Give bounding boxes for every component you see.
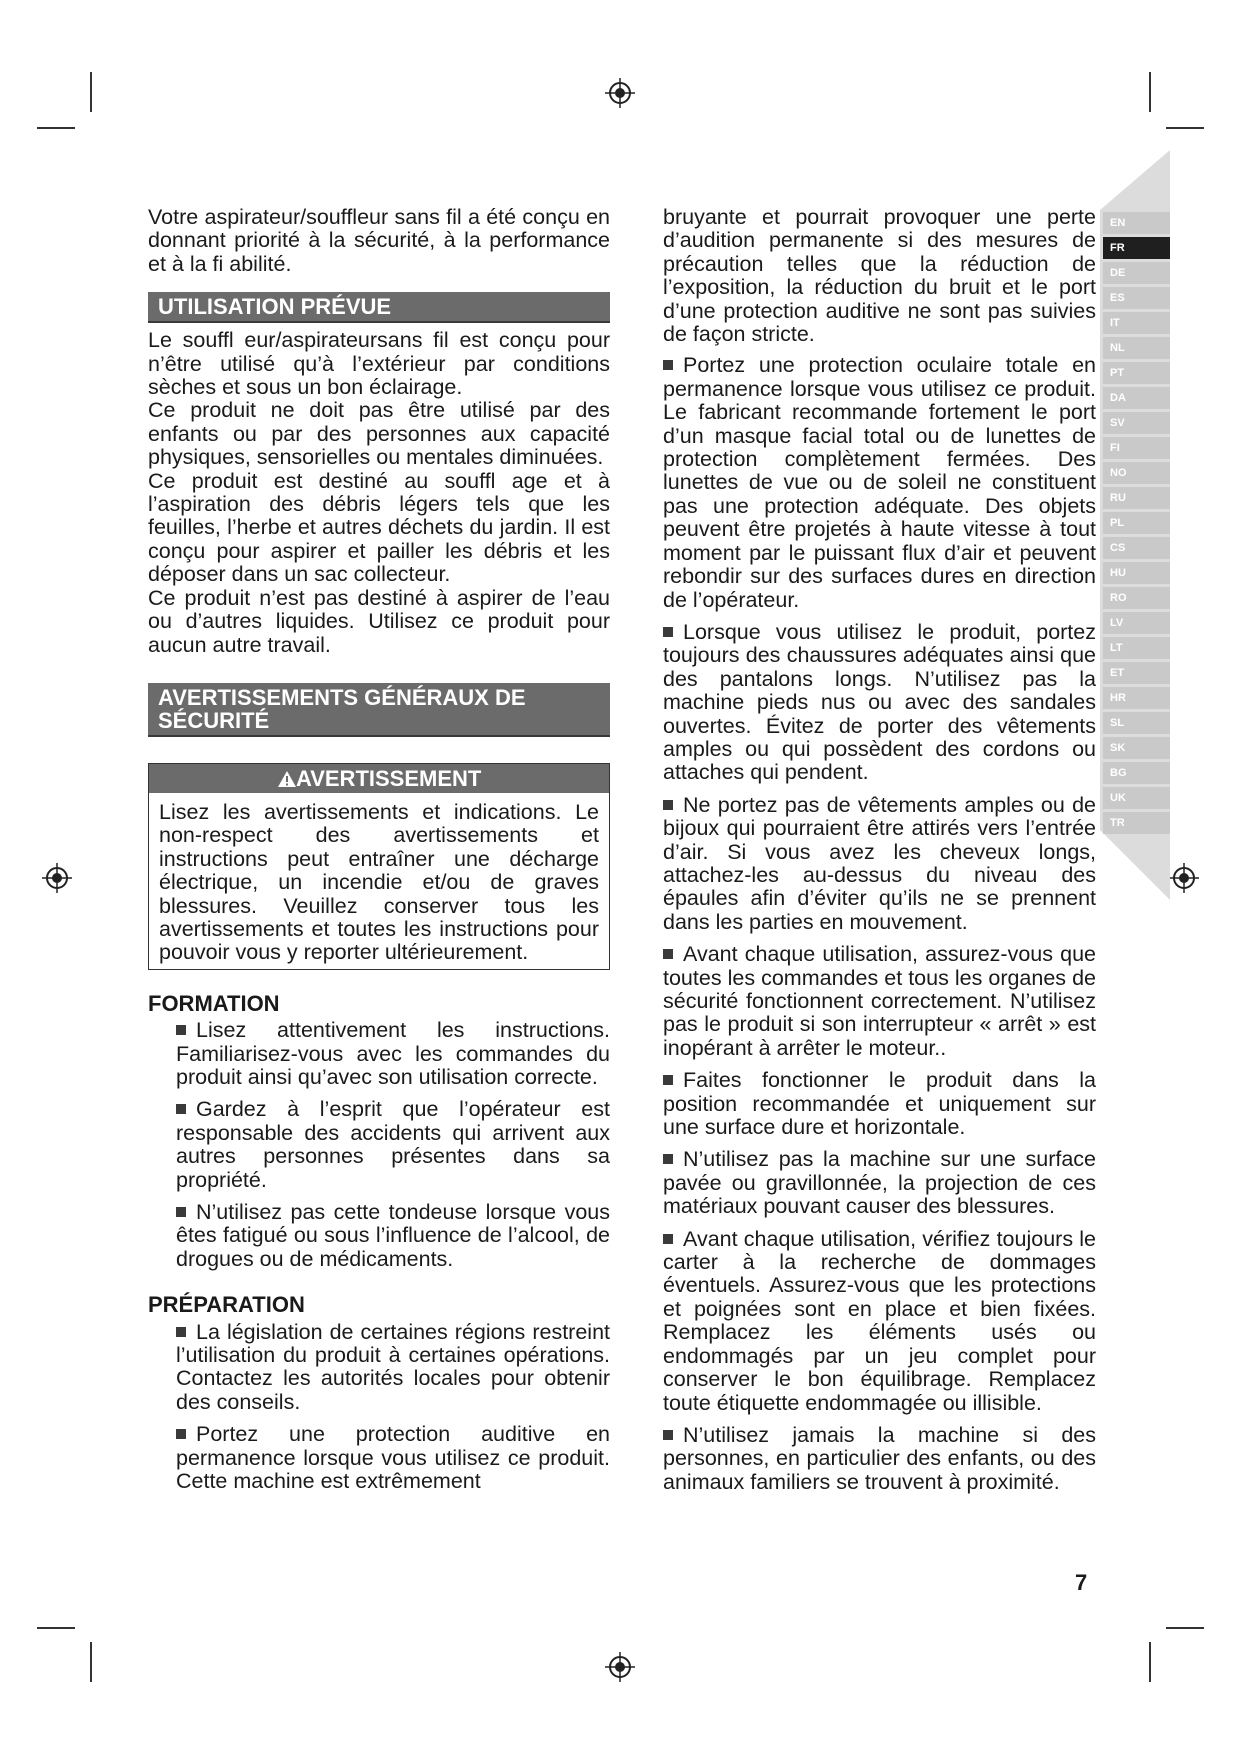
language-tab-da[interactable]: DA <box>1103 387 1170 409</box>
language-tab-et[interactable]: ET <box>1103 662 1170 684</box>
list-item: N’utilisez jamais la machine si des personnes, en particulier des enfants, ou des animaux familiers se trouvent à proximité. <box>663 1422 1096 1494</box>
utilisation-paragraph: Ce produit n’est pas destiné à aspirer de l’eau ou d’autres liquides. Utilisez ce produit pour aucun autre travail. <box>148 585 610 657</box>
language-tab-lt[interactable]: LT <box>1103 637 1170 659</box>
language-tab-sl[interactable]: SL <box>1103 712 1170 734</box>
language-tab-es[interactable]: ES <box>1103 287 1170 309</box>
language-tab-ru[interactable]: RU <box>1103 487 1170 509</box>
list-item: Portez une protection auditive en permanence lorsque vous utilisez ce produit. Cette machine est extrêmement <box>176 1422 610 1494</box>
list-item: Lisez attentivement les instructions. Familiarisez-vous avec les commandes du produit ainsi qu’avec son utilisation correcte. <box>176 1018 610 1089</box>
list-item: Gardez à l’esprit que l’opérateur est responsable des accidents qui arrivent aux autres personnes présentes dans sa propriété. <box>176 1097 610 1192</box>
bullet-square-icon <box>176 1327 186 1337</box>
warning-title-text: AVERTISSEMENT <box>295 765 482 791</box>
bullet-square-icon <box>176 1207 186 1217</box>
formation-list <box>148 1019 610 1271</box>
bullet-square-icon <box>663 1234 673 1244</box>
bullet-square-icon <box>663 800 673 810</box>
bullet-square-icon <box>176 1025 186 1035</box>
language-tab-pt[interactable]: PT <box>1103 362 1170 384</box>
utilisation-paragraph: Le souffl eur/aspirateursans fil est conçu pour n’être utilisé qu’à l’extérieur par conditions sèches et sous un bon éclairage. <box>148 328 610 400</box>
preparation-list <box>148 1321 610 1494</box>
crop-mark <box>90 1642 92 1682</box>
language-tab-hr[interactable]: HR <box>1103 687 1170 709</box>
bullet-square-icon <box>663 949 673 959</box>
formation-heading: FORMATION <box>148 990 280 1016</box>
preparation-heading: PRÉPARATION <box>148 1292 305 1318</box>
bullet-square-icon <box>663 627 673 637</box>
crop-mark <box>1149 72 1151 112</box>
crop-mark <box>37 127 75 129</box>
language-tab-nl[interactable]: NL <box>1103 337 1170 359</box>
language-tab-uk[interactable]: UK <box>1103 787 1170 809</box>
warning-text: Lisez les avertissements et indications. Le non-respect des avertissements et instructions peut entraîner une décharge électrique, un incendie et/ou de graves blessures. Veuillez conserver tous les avertissements et toutes les instructions pour pouvoir vous y reporter ultérieurement. <box>159 799 599 965</box>
language-tab-tr[interactable]: TR <box>1103 812 1170 834</box>
list-item: N’utilisez pas cette tondeuse lorsque vous êtes fatigué ou sous l’influence de l’alcool, de drogues ou de médicaments. <box>176 1200 610 1271</box>
language-tab-en[interactable]: EN <box>1103 212 1170 234</box>
language-tab-fr[interactable]: FR <box>1103 237 1170 259</box>
crop-mark <box>1166 1627 1204 1629</box>
list-item: Faites fonctionner le produit dans la position recommandée et uniquement sur une surface dure et horizontale. <box>663 1068 1096 1140</box>
language-tab-bg[interactable]: BG <box>1103 762 1170 784</box>
crop-mark <box>1166 127 1204 129</box>
registration-mark-icon <box>605 78 635 108</box>
language-tab-cs[interactable]: CS <box>1103 537 1170 559</box>
registration-mark-icon <box>605 1652 635 1682</box>
registration-mark-icon <box>1169 863 1199 893</box>
list-item: Avant chaque utilisation, assurez-vous que toutes les commandes et tous les organes de sécurité fonctionnent correctement. N’utilisez pas le produit si son interrupteur « arrêt » est inopérant à arrêter le moteur.. <box>663 942 1096 1060</box>
section-heading-avertissements: AVERTISSEMENTS GÉNÉRAUX DE SÉCURITÉ <box>148 683 610 737</box>
list-item: Lorsque vous utilisez le produit, portez toujours des chaussures adéquates ainsi que des pantalons longs. N’utilisez pas la machine pieds nus ou avec des sandales ouvertes. Évitez de porter des vêtements amples ou qui possèdent des cordons ou attaches qui pendent. <box>663 619 1096 785</box>
continuation-paragraph: bruyante et pourrait provoquer une perte d’audition permanente si des mesures de précaution telles que la réduction de l’exposition, la réduction du bruit et le port d’une protection auditive ne sont pas suivies de façon stricte. <box>663 205 1096 347</box>
list-item: Avant chaque utilisation, vérifiez toujours le carter à la recherche de dommages éventuels. Assurez-vous que les protections et poignées sont en place et bien fixées. Remplacez les éléments usés ou endommagés par un jeu complet pour conserver le bon équilibrage. Remplacez toute étiquette endommagée ou illisible. <box>663 1226 1096 1415</box>
registration-mark-icon <box>42 863 72 893</box>
crop-mark <box>37 1627 75 1629</box>
language-tab-fi[interactable]: FI <box>1103 437 1170 459</box>
intro-paragraph: Votre aspirateur/souffleur sans fil a été conçu en donnant priorité à la sécurité, à la performance et à la fi abilité. <box>148 205 610 276</box>
language-tab-hu[interactable]: HU <box>1103 562 1170 584</box>
language-tab-de[interactable]: DE <box>1103 262 1170 284</box>
language-tab-sv[interactable]: SV <box>1103 412 1170 434</box>
utilisation-paragraph: Ce produit est destiné au souffl age et à l’aspiration des débris légers tels que les feuilles, l’herbe et autres déchets du jardin. Il est conçu pour aspirer et pailler les débris et les déposer dans un sac collecteur. <box>148 468 610 587</box>
bullet-square-icon <box>176 1104 186 1114</box>
list-item: Ne portez pas de vêtements amples ou de bijoux qui pourraient être attirés vers l’entrée d’air. Si vous avez les cheveux longs, attachez-les au-dessus du niveau des épaules afin d’éviter qu’ils ne se prennent dans les parties en mouvement. <box>663 792 1096 934</box>
language-tab-sk[interactable]: SK <box>1103 737 1170 759</box>
list-item: N’utilisez pas la machine sur une surface pavée ou gravillonnée, la projection de ces matériaux pouvant causer des blessures. <box>663 1147 1096 1219</box>
warning-triangle-icon <box>277 770 297 788</box>
list-item: La législation de certaines régions restreint l’utilisation du produit à certaines opérations. Contactez les autorités locales pour obtenir des conseils. <box>176 1319 610 1414</box>
section-heading-utilisation: UTILISATION PRÉVUE <box>148 292 610 323</box>
safety-list <box>663 354 1096 1494</box>
language-tab-no[interactable]: NO <box>1103 462 1170 484</box>
crop-mark <box>90 72 92 112</box>
bullet-square-icon <box>176 1429 186 1439</box>
warning-box <box>148 763 610 970</box>
list-item: Portez une protection oculaire totale en permanence lorsque vous utilisez ce produit. Le fabricant recommande fortement le port d’un masque facial total ou de lunettes de protection complètement fermées. Des lunettes de vue ou de soleil ne constituent pas une protection adéquate. Des objets peuvent être projetés à haute vitesse à tout moment par le puissant flux d’air et peuvent rebondir sur des surfaces dures en direction de l’opérateur. <box>663 353 1096 612</box>
language-tab-ro[interactable]: RO <box>1103 587 1170 609</box>
language-tab-lv[interactable]: LV <box>1103 612 1170 634</box>
bullet-square-icon <box>663 1075 673 1085</box>
bullet-square-icon <box>663 1154 673 1164</box>
right-column <box>663 206 1096 1503</box>
warning-title <box>149 764 609 793</box>
crop-mark <box>1149 1642 1151 1682</box>
utilisation-paragraph: Ce produit ne doit pas être utilisé par des enfants ou par des personnes aux capacité physiques, sensorielles ou mentales diminuées. <box>148 398 610 470</box>
language-tab-it[interactable]: IT <box>1103 312 1170 334</box>
bullet-square-icon <box>663 1430 673 1440</box>
left-column <box>148 206 610 1502</box>
language-tabs <box>1103 212 1170 837</box>
page-number: 7 <box>1075 1570 1088 1595</box>
bullet-square-icon <box>663 360 673 370</box>
language-tab-pl[interactable]: PL <box>1103 512 1170 534</box>
